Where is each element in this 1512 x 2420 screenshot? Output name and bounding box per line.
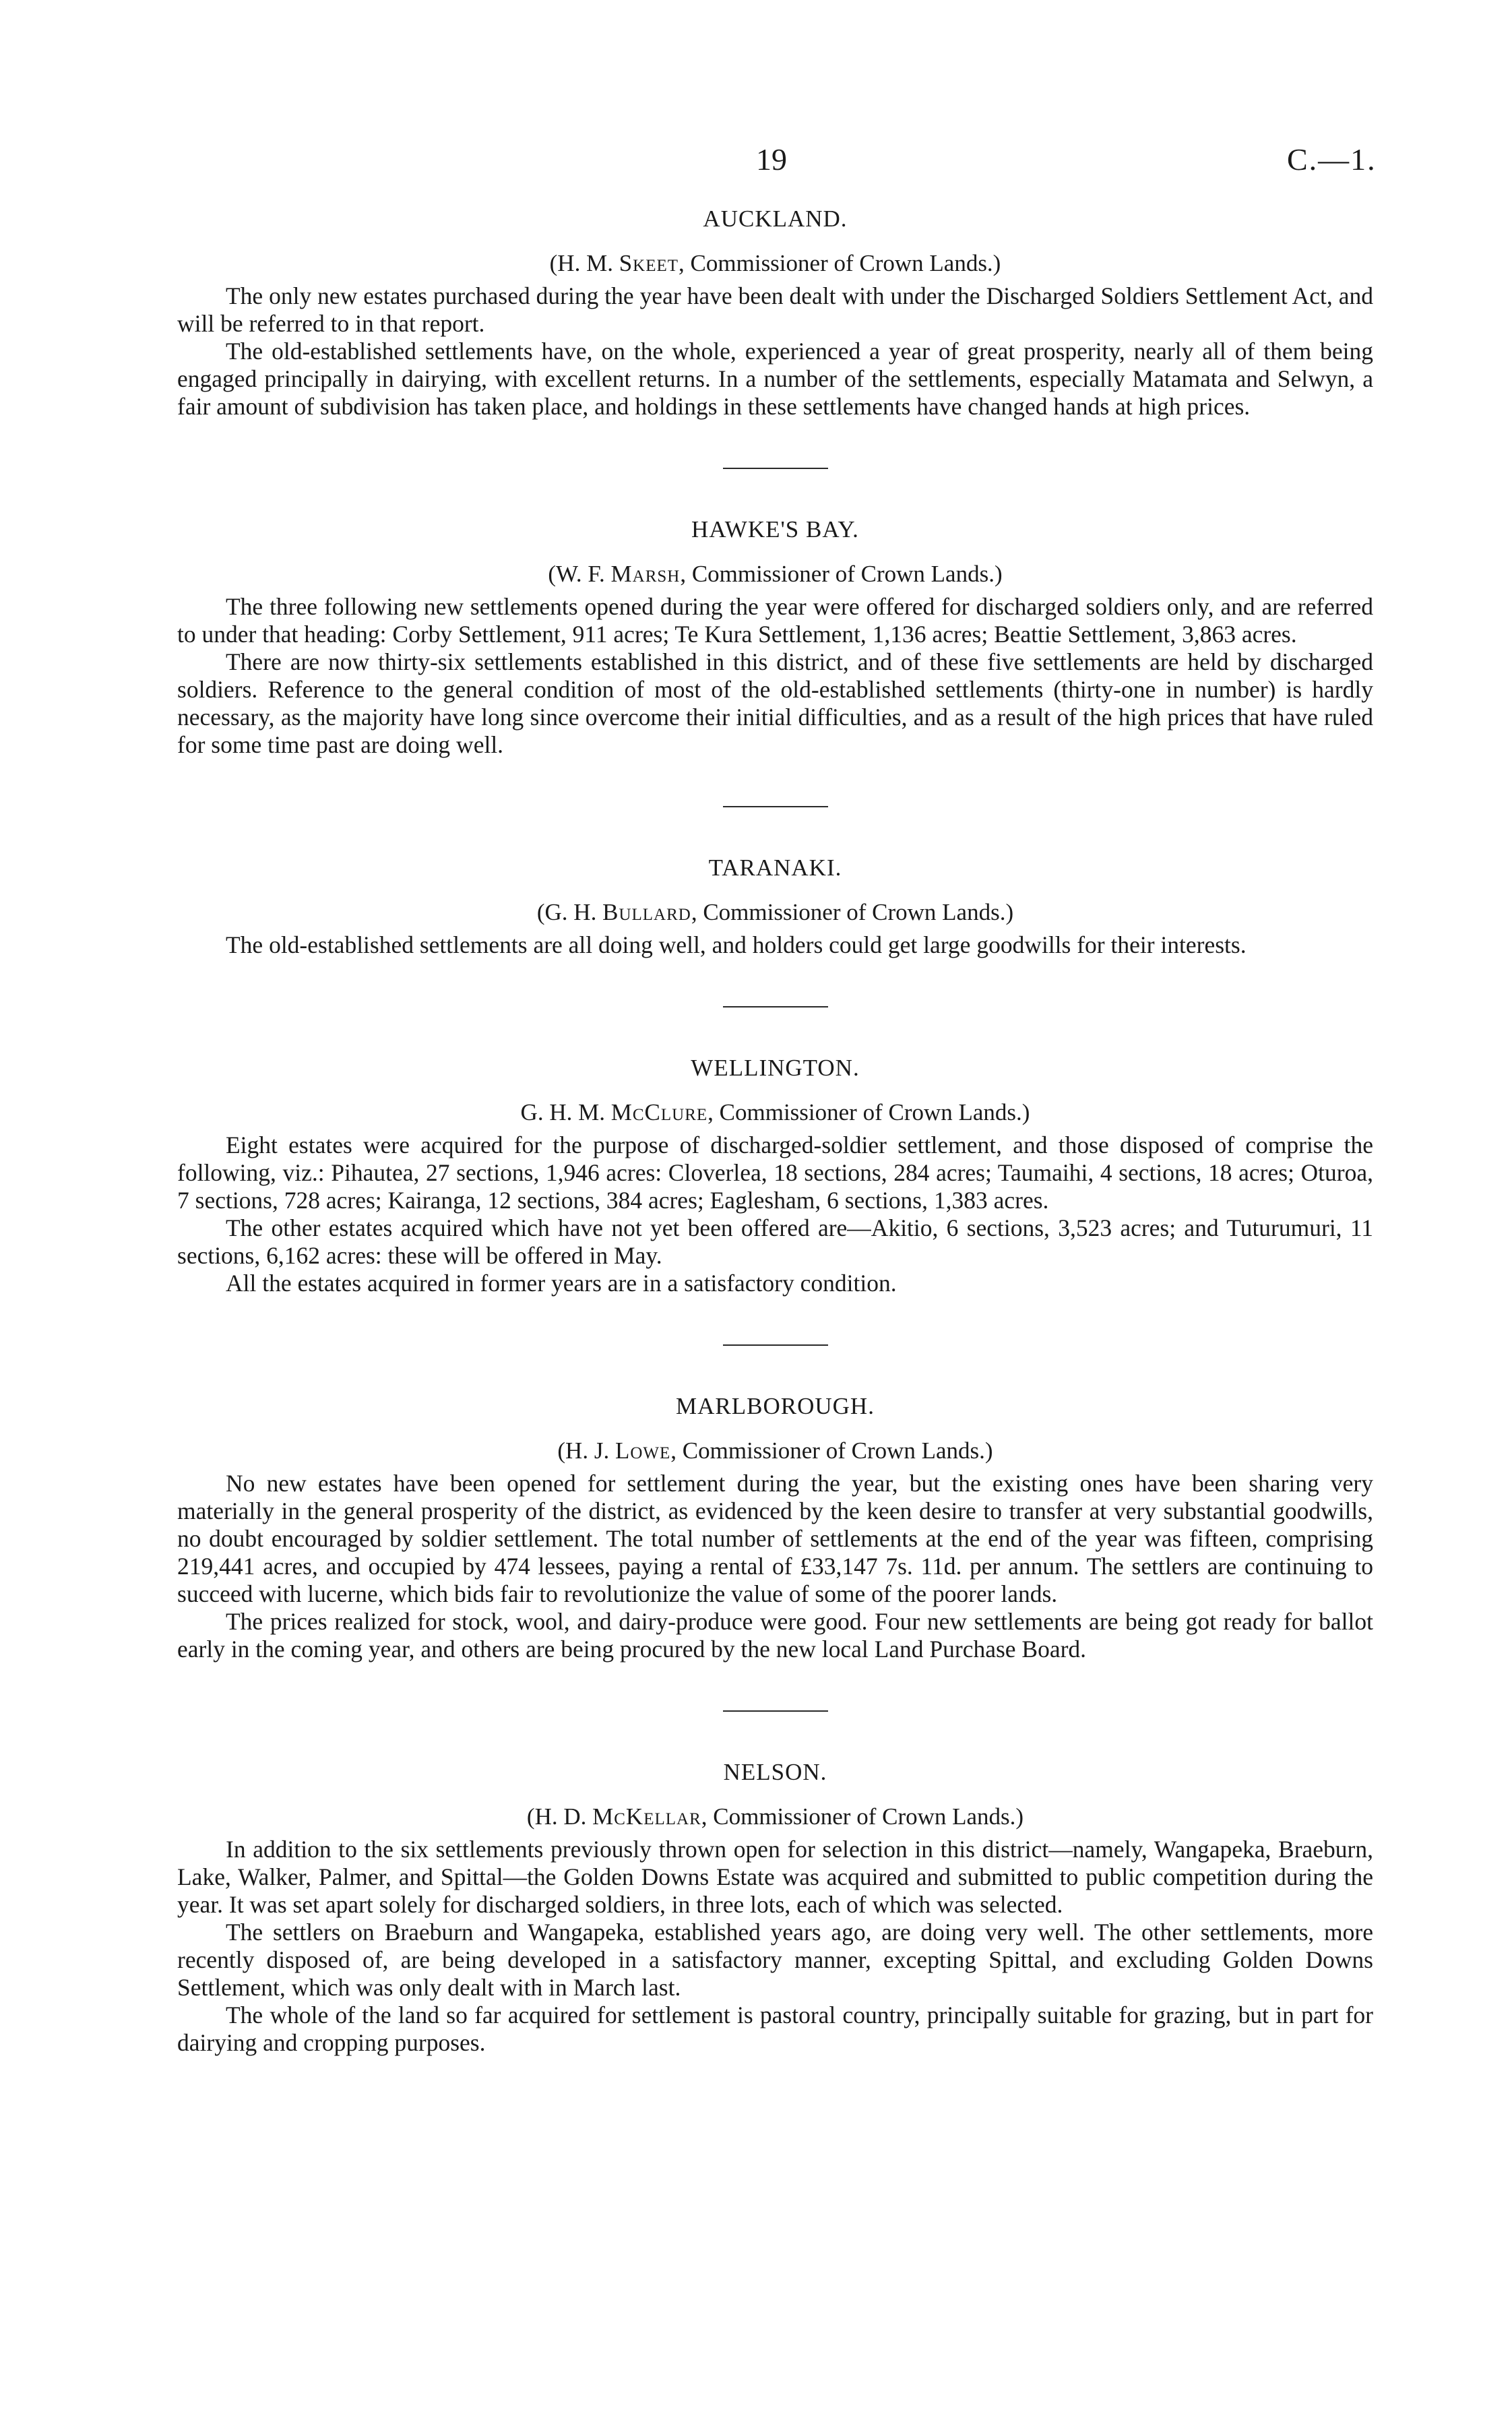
section-divider [723,1344,828,1346]
section-taranaki [177,855,1373,959]
paragraph: The three following new settlements opened during the year were offered for discharged soldiers only, and are referred to under that heading: Corby Settlement, 911 acres; Te Kura Settlement, 1,136 acres; Beattie Settlement, 3,863 acres. [177,593,1373,648]
section-marlborough [177,1393,1373,1663]
paragraph: No new estates have been opened for settlement during the year, but the existing ones have been sharing very materially in the general prosperity of the district, as evidenced by the keen desire to transfer at very substantial goodwills, no doubt encouraged by soldier settlement. The total number of settlements at the end of the year was fifteen, comprising 219,441 acres, and occupied by 474 lessees, paying a rental of £33,147 7s. 11d. per annum. The settlers are continuing to succeed with lucerne, which bids fair to revolutionize the value of some of the poorer lands. [177,1470,1373,1607]
section-title: AUCKLAND. [703,206,848,232]
commissioner-role: , Commissioner of Crown Lands.) [707,1099,1030,1125]
section-auckland [177,206,1373,421]
paragraph: In addition to the six settlements previously thrown open for selection in this district—namely, Wangapeka, Braeburn, Lake, Walker, Palmer, and Spittal—the Golden Downs Estate was acquired and submitted to public competition during the year. It was set apart solely for discharged soldiers, in three lots, each of which was selected. [177,1836,1373,1918]
section-title: TARANAKI. [708,855,842,881]
paragraph: The old-established settlements have, on the whole, experienced a year of great prosperity, nearly all of them being engaged principally in dairying, with excellent returns. In a number of the settlements, especially Matamata and Selwyn, a fair amount of subdivision has taken place, and holdings in these settlements have changed hands at high prices. [177,338,1373,420]
commissioner-surname: Bullard [602,899,691,925]
paragraph: Eight estates were acquired for the purpose of discharged-soldier settlement, and those disposed of comprise the following, viz.: Pihautea, 27 sections, 1,946 acres: Cloverlea, 18 sections, 284 acres; Taumaihi, 4 sections, 18 acres; Oturoa, 7 sections, 728 acres; Kairanga, 12 sections, 384 acres; Eaglesham, 6 sections, 1,383 acres. [177,1131,1373,1214]
paragraph: The only new estates purchased during the year have been dealt with under the Discharged Soldiers Settlement Act, and will be referred to in that report. [177,282,1373,337]
paragraph: The settlers on Braeburn and Wangapeka, established years ago, are doing very well. The other settlements, more recently disposed of, are being developed in a satisfactory manner, excepting Spittal, and excluding Golden Downs Settlement, which was only dealt with in March last. [177,1919,1373,2001]
section-title: WELLINGTON. [691,1055,860,1081]
commissioner-line [177,1803,1373,1830]
paragraph: The prices realized for stock, wool, and dairy-produce were good. Four new settlements are being got ready for ballot early in the coming year, and others are being procured by the new local Land Purchase Board. [177,1608,1373,1663]
commissioner-surname: Marsh [610,561,681,587]
section-divider [723,1006,828,1007]
commissioner-line [177,561,1373,588]
commissioner-role: , Commissioner of Crown Lands.) [680,561,1003,587]
paragraph: The other estates acquired which have not yet been offered are—Akitio, 6 sections, 3,523 acres; and Tuturumuri, 11 sections, 6,162 acres: these will be offered in May. [177,1214,1373,1269]
section-nelson [177,1759,1373,2057]
section-divider [723,806,828,807]
paragraph: The old-established settlements are all doing well, and holders could get large goodwills for their interests. [226,931,1247,958]
page-number: 19 [756,142,787,177]
commissioner-role: , Commissioner of Crown Lands.) [691,899,1014,925]
commissioner-surname: Lowe [615,1437,671,1464]
commissioner-role: , Commissioner of Crown Lands.) [701,1803,1024,1830]
section-hawkes-bay [177,516,1373,759]
commissioner-initials: G. H. M. [520,1099,611,1125]
commissioner-initials: (H. D. [526,1803,593,1830]
commissioner-line [177,250,1373,277]
commissioner-line [177,1099,1373,1126]
section-title: NELSON. [723,1759,827,1785]
commissioner-initials: (W. F. [548,561,611,587]
section-title: MARLBOROUGH. [676,1393,875,1419]
report-body [177,206,1373,2057]
commissioner-initials: (G. H. [536,899,603,925]
section-divider [723,1710,828,1712]
paragraph: There are now thirty-six settlements established in this district, and of these five settlements are held by discharged soldiers. Reference to the general condition of most of the old-established settlements (thirty-one in number) is hardly necessary, as the majority have long since overcome their initial difficulties, and as a result of the high prices that have ruled for some time past are doing well. [177,648,1373,758]
commissioner-role: , Commissioner of Crown Lands.) [679,250,1001,276]
document-reference: C.—1. [1287,142,1377,177]
commissioner-initials: (H. M. [549,250,619,276]
commissioner-line [177,1437,1373,1464]
commissioner-role: , Commissioner of Crown Lands.) [670,1437,993,1464]
section-wellington [177,1055,1373,1297]
section-title: HAWKE'S BAY. [691,516,859,542]
commissioner-surname: Skeet [619,250,679,276]
paragraph: The whole of the land so far acquired for settlement is pastoral country, principally suitable for grazing, but in part for dairying and cropping purposes. [177,2002,1373,2056]
commissioner-surname: McKellar [592,1803,701,1830]
section-divider [723,468,828,469]
commissioner-line [177,899,1373,926]
commissioner-initials: (H. J. [557,1437,615,1464]
paragraph: All the estates acquired in former years are in a satisfactory condition. [226,1270,897,1297]
commissioner-surname: McClure [610,1099,708,1125]
